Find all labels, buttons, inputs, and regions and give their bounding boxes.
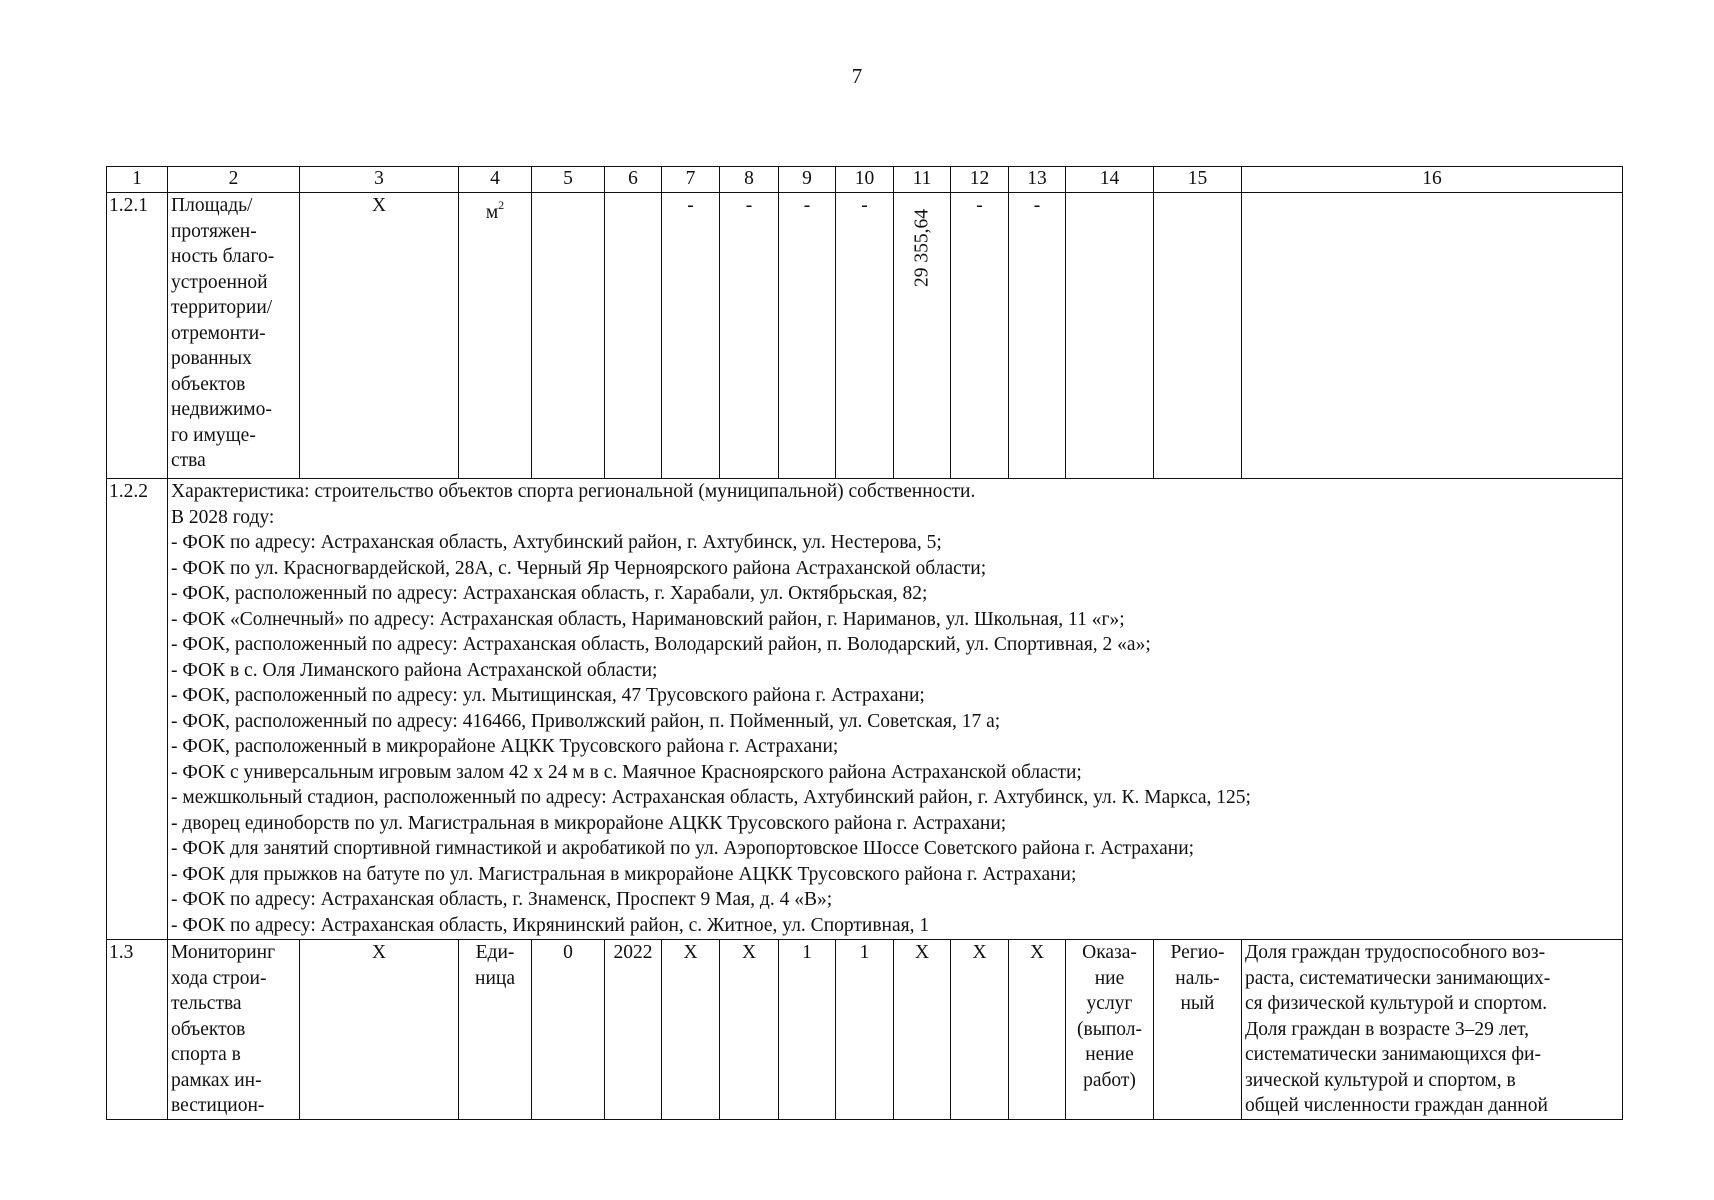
cell-col8: Х [720,940,779,1120]
list-item: - ФОК по ул. Красногвардейской, 28А, с. Черный Яр Черноярского района Астраханской области; [171,557,987,579]
characteristic-cell [168,479,1623,940]
list-item: - ФОК, расположенный в микрорайоне АЦКК Трусовского района г. Астрахани; [171,736,839,757]
cell-col11: Х [894,940,951,1120]
cell-col14 [1066,193,1154,479]
row-number: 1.2.1 [107,193,168,479]
cell-col16 [1242,193,1623,479]
list-item: - межшкольный стадион, расположенный по адресу: Астраханская область, Ахтубинский район, г. Ахтубинск, ул. К. Маркса, 125; [171,787,1251,808]
header-cell: 6 [605,167,662,193]
list-item: - ФОК с универсальным игровым залом 42 х 24 м в с. Маячное Красноярского района Астраханской области; [171,761,1082,783]
indicator-name: Мониторинг хода строи- тельства объектов спорта в рамках ин- вестицион- [168,940,300,1120]
header-row [107,167,1623,193]
header-cell: 5 [532,167,605,193]
cell-col6 [605,193,662,479]
cell-col7: Х [662,940,720,1120]
service-type-cell: Оказа- ние услуг (выпол- нение работ) [1066,940,1154,1120]
level-cell: Регио- наль- ный [1154,940,1242,1120]
cell-col9: 1 [779,940,836,1120]
header-cell: 12 [951,167,1009,193]
list-item: В 2028 году: [171,506,275,528]
list-item: - ФОК по адресу: Астраханская область, Икрянинский район, с. Житное, ул. Спортивная, 1 [171,914,930,936]
cell-col11 [894,193,951,479]
header-cell: 10 [836,167,894,193]
program-table [106,166,1623,1120]
header-cell: 8 [720,167,779,193]
list-item: - ФОК, расположенный по адресу: ул. Мытищинская, 47 Трусовского района г. Астрахани; [171,685,925,706]
cell-col15 [1154,193,1242,479]
indicator-name: Площадь/ протяжен- ность благо- устроенной территории/ отремонти- рованных объектов недвижимо- го имуще- ства [168,193,300,479]
cell-col5: 0 [532,940,605,1120]
cell-col5 [532,193,605,479]
cell-col10: 1 [836,940,894,1120]
result-description-cell: Доля граждан трудоспособного воз- раста, систематически занимающих- ся физической культурой и спортом. Доля граждан в возрасте 3–29 лет, систематически занимающихся фи- зической культурой и спортом, в общей численности граждан данной [1242,940,1623,1120]
header-cell: 1 [107,167,168,193]
list-item: - ФОК «Солнечный» по адресу: Астраханская область, Наримановский район, г. Нариманов, ул. Школьная, 11 «г»; [171,608,1125,630]
list-item: - ФОК по адресу: Астраханская область, Ахтубинский район, г. Ахтубинск, ул. Нестерова, 5; [171,532,942,553]
cell-col13: Х [1009,940,1066,1120]
table-row [107,940,1623,1120]
cell-col12: Х [951,940,1009,1120]
cell-col3: Х [300,193,459,479]
header-cell: 11 [894,167,951,193]
header-cell: 9 [779,167,836,193]
table-row [107,479,1623,940]
list-item: - ФОК, расположенный по адресу: Астраханская область, г. Харабали, ул. Октябрьская, 82; [171,583,928,604]
cell-col12: - [951,193,1009,479]
table-row [107,193,1623,479]
header-cell: 13 [1009,167,1066,193]
header-cell: 3 [300,167,459,193]
list-item: Характеристика: строительство объектов спорта региональной (муниципальной) собственности. [171,481,976,502]
page-number: 7 [851,64,863,88]
rotated-value: 29 355,64 [911,209,933,287]
row-number: 1.3 [107,940,168,1120]
cell-col10: - [836,193,894,479]
cell-col8: - [720,193,779,479]
cell-col6: 2022 [605,940,662,1120]
list-item: - ФОК по адресу: Астраханская область, г. Знаменск, Проспект 9 Мая, д. 4 «В»; [171,889,833,910]
header-cell: 4 [459,167,532,193]
list-item: - ФОК для занятий спортивной гимнастикой и акробатикой по ул. Аэропортовское Шоссе Советского района г. Астрахани; [171,838,1195,859]
header-cell: 7 [662,167,720,193]
header-cell: 15 [1154,167,1242,193]
cell-col3: Х [300,940,459,1120]
cell-col9: - [779,193,836,479]
header-cell: 16 [1242,167,1623,193]
unit-text: м [485,202,499,223]
row-number: 1.2.2 [107,479,168,940]
cell-col7: - [662,193,720,479]
list-item: - ФОК для прыжков на батуте по ул. Магистральная в микрорайоне АЦКК Трусовского района г. Астрахани; [171,863,1077,885]
unit-superscript: 2 [498,198,505,212]
list-item: - ФОК, расположенный по адресу: 416466, Приволжский район, п. Пойменный, ул. Советская, 17 а; [171,710,1001,732]
header-cell: 14 [1066,167,1154,193]
cell-col13: - [1009,193,1066,479]
list-item: - дворец единоборств по ул. Магистральная в микрорайоне АЦКК Трусовского района г. Астрахани; [171,812,1007,834]
list-item: - ФОК, расположенный по адресу: Астраханская область, Володарский район, п. Володарский, ул. Спортивная, 2 «а»; [171,634,1151,655]
header-cell: 2 [168,167,300,193]
list-item: - ФОК в с. Оля Лиманского района Астраханской области; [171,659,658,681]
unit-cell: Еди- ница [459,940,532,1120]
unit-cell [459,193,532,479]
